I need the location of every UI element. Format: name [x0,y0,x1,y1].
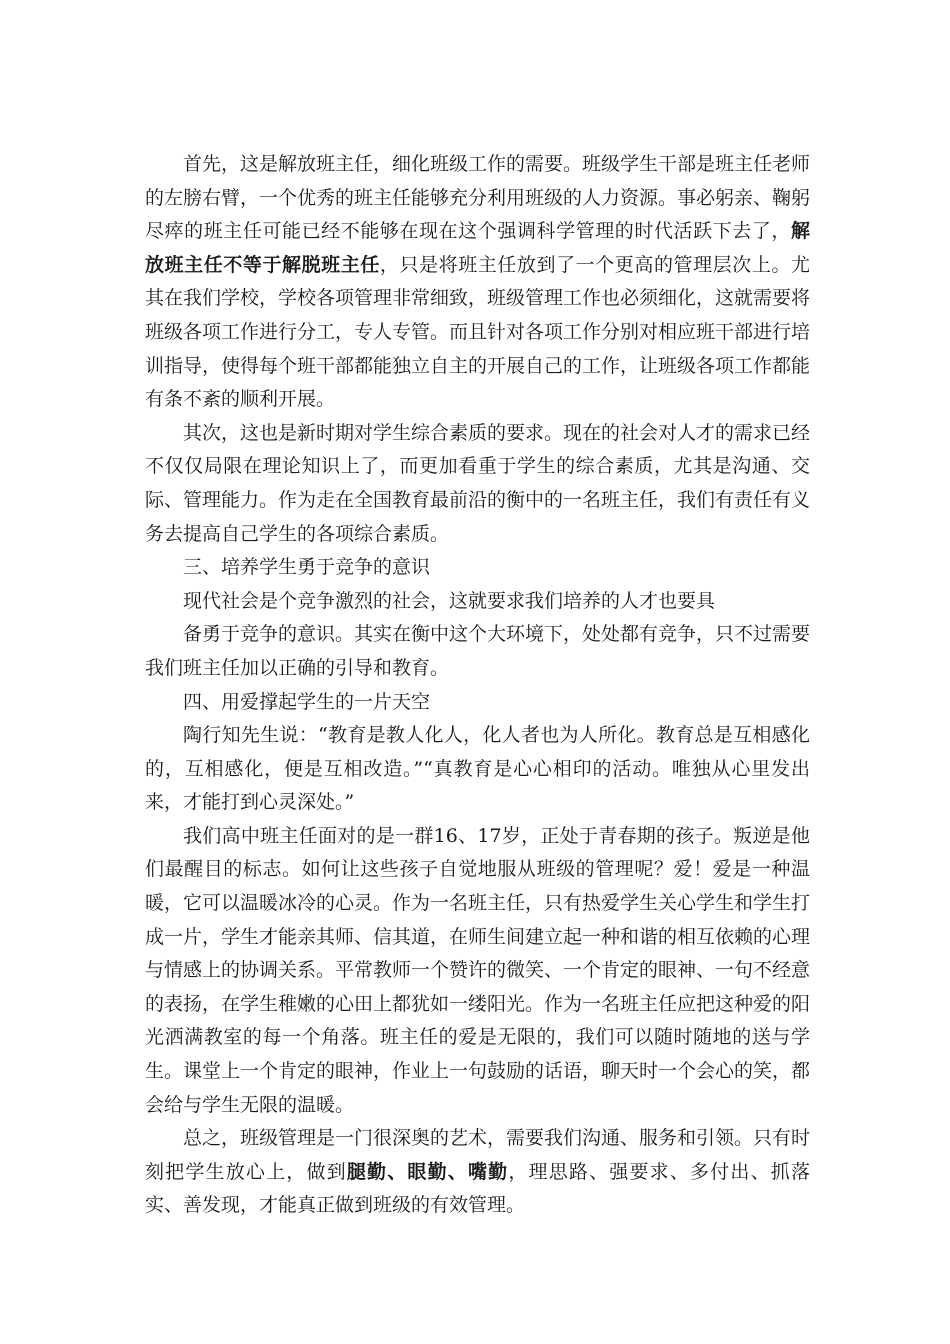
paragraph-1 [145,148,810,417]
paragraph-text: 其次，这也是新时期对学生综合素质的要求。现在的社会对人才的需求已经不仅仅局限在理论知识上了，而更加看重于学生的综合素质，尤其是沟通、交际、管理能力。作为走在全国教育最前沿的衡中的一名班主任，我们有责任有义务去提高自己学生的各项综合素质。 [145,421,811,545]
paragraph-4 [145,618,810,685]
paragraph-text: ，理思路、强要求、多付出、抓落实、善发现，才能真正做到班级的有效管理。 [145,1160,810,1217]
heading-text: 四、用爱撑起学生的一片天空 [183,690,431,713]
paragraph-7 [145,1122,810,1223]
section-heading-3 [145,551,810,585]
paragraph-text: 首先，这是解放班主任，细化班级工作的需要。班级学生干部是班主任老师的左膀右臂，一个优秀的班主任能够充分利用班级的人力资源。事必躬亲、鞠躬尽瘁的班主任可能已经不能够在现在这个强调科学管理的时代活跃下去了， [145,153,811,243]
paragraph-text: 现代社会是个竞争激烈的社会，这就要求我们培养的人才也要具 [183,589,716,612]
emphasis-text: 解放班主任不等于解脱班主任 [145,220,810,276]
paragraph-text: 备勇于竞争的意识。其实在衡中这个大环境下，处处都有竞争，只不过需要我们班主任加以正确的引导和教育。 [145,623,811,679]
document-body [145,148,810,1223]
section-heading-4 [145,686,810,720]
paragraph-5 [145,719,810,820]
paragraph-2 [145,417,810,551]
paragraph-text: 陶行知先生说：“教育是教人化人，化人者也为人所化。教育总是互相感化的，互相感化，便是互相改造。”“真教育是心心相印的活动。唯独从心里发出来，才能打到心灵深处。” [145,724,810,814]
heading-text: 三、培养学生勇于竞争的意识 [183,556,431,579]
paragraph-6 [145,820,810,1122]
paragraph-text: ，只是将班主任放到了一个更高的管理层次上。尤其在我们学校，学校各项管理非常细致，班级管理工作也必须细化，这就需要将班级各项工作进行分工，专人专管。而且针对各项工作分别对相应班干部进行培训指导，使得每个班干部都能独立自主的开展自己的工作，让班级各项工作都能有条不紊的顺利开展。 [145,253,811,411]
paragraph-text: 我们高中班主任面对的是一群16、17岁，正处于青春期的孩子。叛逆是他们最醒目的标志。如何让这些孩子自觉地服从班级的管理呢？爱！爱是一种温暖，它可以温暖冰冷的心灵。作为一名班主任，只有热爱学生关心学生和学生打成一片，学生才能亲其师、信其道，在师生间建立起一种和谐的相互依赖的心理与情感上的协调关系。平常教师一个赞许的微笑、一个肯定的眼神、一句不经意的表扬，在学生稚嫩的心田上都犹如一缕阳光。作为一名班主任应把这种爱的阳光洒满教室的每一个角落。班主任的爱是无限的，我们可以随时随地的送与学生。课堂上一个肯定的眼神，作业上一句鼓励的话语，聊天时一个会心的笑，都会给与学生无限的温暖。 [145,824,811,1116]
emphasis-text: 腿勤、眼勤、嘴勤 [346,1160,509,1183]
paragraph-text: 总之，班级管理是一门很深奥的艺术，需要我们沟通、服务和引领。只有时刻把学生放心上，做到 [145,1127,811,1183]
paragraph-3 [145,585,810,619]
